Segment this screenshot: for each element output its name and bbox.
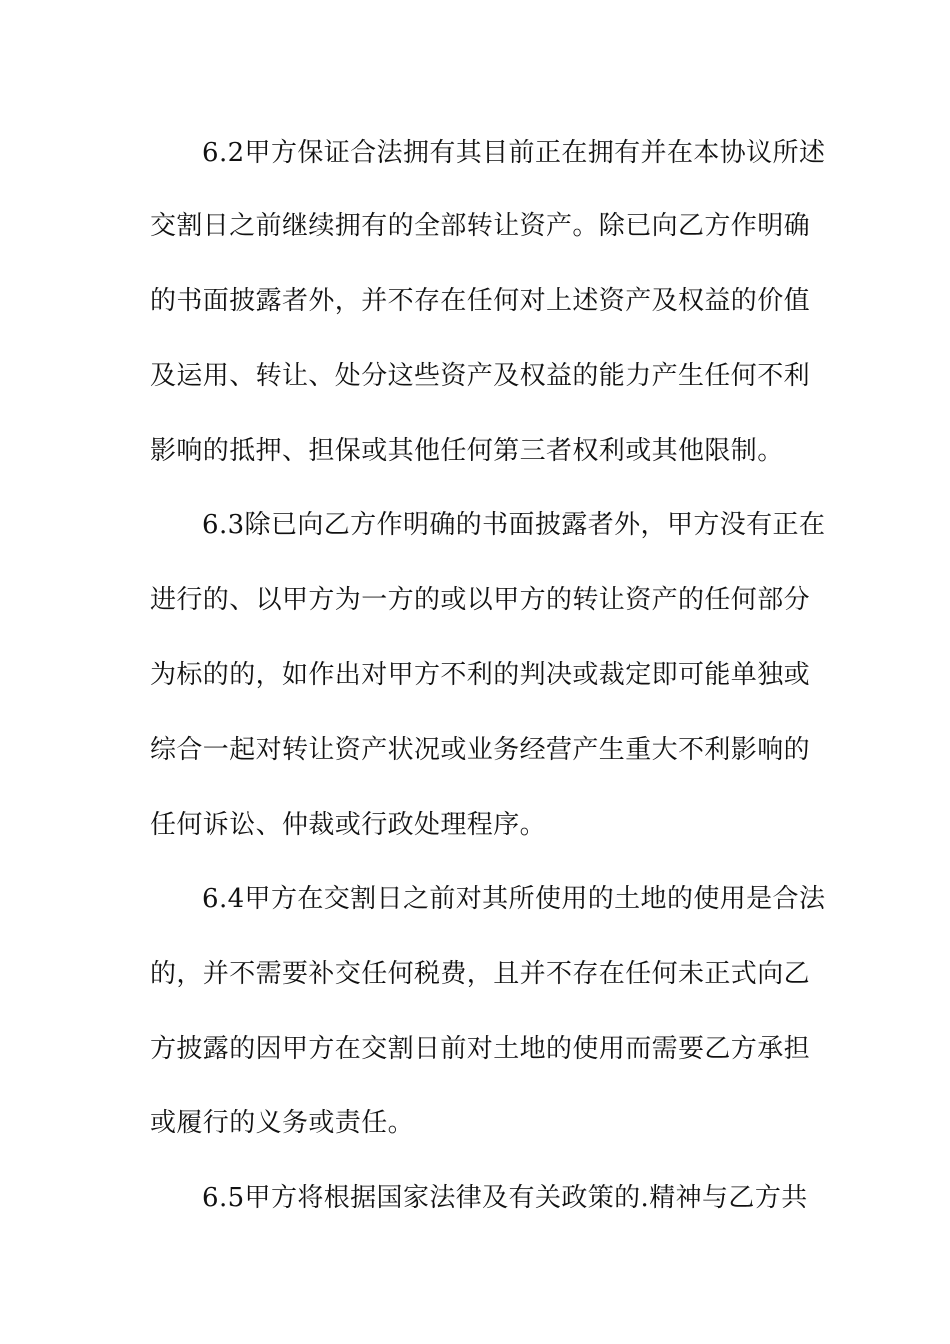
clause-6-2-line-1: 6.2甲方保证合法拥有其目前正在拥有并在本协议所述 (202, 138, 826, 168)
clause-6-4-line-4: 或履行的义务或责任。 (150, 1108, 415, 1138)
clause-6-5-line-1: 6.5甲方将根据国家法律及有关政策的.精神与乙方共 (202, 1183, 808, 1213)
clause-6-4-line-3: 方披露的因甲方在交割日前对土地的使用而需要乙方承担 (150, 1034, 811, 1064)
clause-6-3-line-2: 进行的、以甲方为一方的或以甲方的转让资产的任何部分 (150, 585, 811, 615)
clause-6-4-line-1: 6.4甲方在交割日之前对其所使用的土地的使用是合法 (202, 884, 826, 914)
clause-6-3-line-4: 综合一起对转让资产状况或业务经营产生重大不利影响的 (150, 735, 811, 765)
clause-6-3-line-3: 为标的的，如作出对甲方不利的判决或裁定即可能单独或 (150, 660, 811, 690)
clause-6-4-line-2: 的，并不需要补交任何税费，且并不存在任何未正式向乙 (150, 959, 811, 989)
clause-6-2-line-3: 的书面披露者外，并不存在任何对上述资产及权益的价值 (150, 286, 811, 316)
clause-6-2-line-5: 影响的抵押、担保或其他任何第三者权利或其他限制。 (150, 436, 784, 466)
clause-6-2-line-2: 交割日之前继续拥有的全部转让资产。除已向乙方作明确 (150, 211, 811, 241)
clause-6-2-line-4: 及运用、转让、处分这些资产及权益的能力产生任何不利 (150, 361, 811, 391)
clause-6-3-line-1: 6.3除已向乙方作明确的书面披露者外，甲方没有正在 (202, 510, 826, 540)
clause-6-3-line-5: 任何诉讼、仲裁或行政处理程序。 (150, 810, 547, 840)
